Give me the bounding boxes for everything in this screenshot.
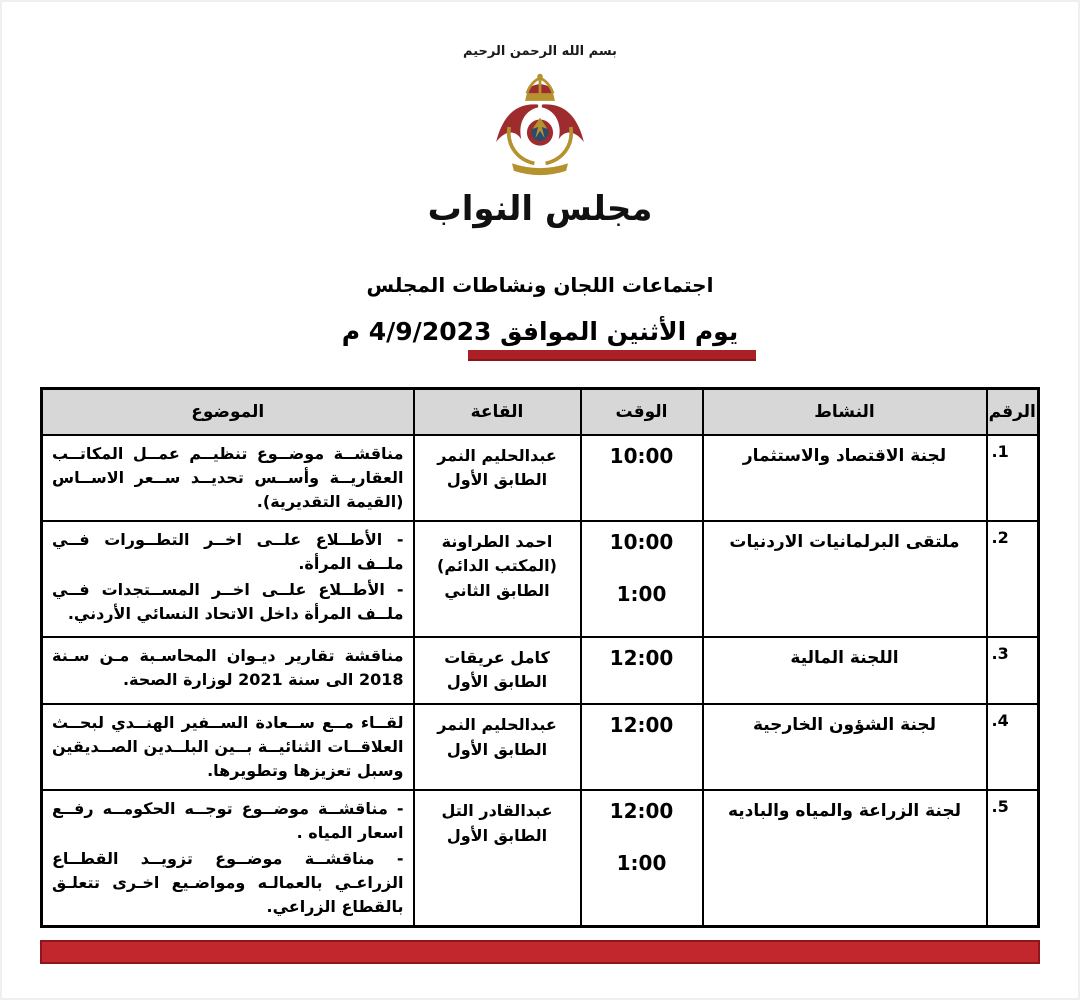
subject-cell xyxy=(42,637,414,705)
hall-line: الطابق الأول xyxy=(446,470,548,490)
date-heading: يوم الأثنين الموافق 4/9/2023 م xyxy=(341,317,739,346)
hall-cell xyxy=(414,435,581,521)
table-row xyxy=(42,521,1039,637)
emblem-container xyxy=(0,71,1080,229)
time-value: 12:00 xyxy=(609,799,674,824)
activity-cell: لجنة الاقتصاد والاستثمار xyxy=(703,435,987,521)
subject-cell xyxy=(42,435,414,521)
column-header-hall: القاعة xyxy=(414,389,581,435)
row-number: .2 xyxy=(991,527,1009,547)
subject-cell xyxy=(42,704,414,790)
time-value: 12:00 xyxy=(609,645,674,670)
jordan-coat-of-arms-icon xyxy=(484,71,596,183)
subject-paragraph: مناقشة تقارير ديـوان المحاسـبة مـن سـنة 2018 الى سنة 2021 لوزارة الصحة. xyxy=(52,645,404,689)
date-underline-bar xyxy=(468,350,756,361)
schedule-table xyxy=(40,387,1040,928)
time-cell xyxy=(581,521,703,637)
parliament-calligraphy-title: مجلس النواب xyxy=(427,189,653,229)
hall-cell xyxy=(414,521,581,637)
subject-cell xyxy=(42,521,414,637)
bismillah-text: بسم الله الرحمن الرحيم xyxy=(463,44,617,59)
time-cell xyxy=(581,435,703,521)
row-number: .5 xyxy=(991,797,1009,817)
row-number-cell xyxy=(987,704,1039,790)
activity-cell: اللجنة المالية xyxy=(703,637,987,705)
activity-cell: ملتقى البرلمانيات الاردنيات xyxy=(703,521,987,637)
table-row xyxy=(42,704,1039,790)
table-row xyxy=(42,637,1039,705)
subject-paragraph: - الأطــلاع علــى اخــر التطــورات فــي ملــف المرأة. xyxy=(52,529,404,573)
column-header-time: الوقت xyxy=(581,389,703,435)
time-cell xyxy=(581,637,703,705)
row-number: .3 xyxy=(991,643,1009,663)
schedule-table-header xyxy=(42,389,1039,435)
hall-line: عبدالحليم النمر xyxy=(437,445,557,465)
hall-line: الطابق الأول xyxy=(446,672,548,692)
activity-cell: لجنة الزراعة والمياه والباديه xyxy=(703,790,987,927)
row-number-cell xyxy=(987,637,1039,705)
row-number: .1 xyxy=(991,441,1009,461)
schedule-table-body xyxy=(42,435,1039,927)
column-header-subject: الموضوع xyxy=(42,389,414,435)
hall-cell xyxy=(414,637,581,705)
row-number-cell xyxy=(987,790,1039,927)
subject-paragraph: مناقشــة موضــوع تنظيــم عمــل المكاتــب العقاريــة وأســس تحديــد ســعر الاســاس (القيمة التقديرية). xyxy=(52,443,404,511)
subject-cell xyxy=(42,790,414,927)
subject-paragraph: - مناقشــة موضــوع تزويــد القطــاع الزراعـي بالعمالـه ومواضـيع اخـرى تتعلـق بالقطاع الزراعي. xyxy=(52,849,404,917)
activity-cell: لجنة الشؤون الخارجية xyxy=(703,704,987,790)
time-cell xyxy=(581,790,703,927)
hall-line: كامل عريقات xyxy=(444,647,550,667)
table-row xyxy=(42,790,1039,927)
hall-line: احمد الطراونة xyxy=(441,531,553,551)
hall-cell xyxy=(414,790,581,927)
row-number-cell xyxy=(987,435,1039,521)
footer-red-bar xyxy=(40,940,1040,964)
time-value: 10:00 xyxy=(609,443,674,468)
time-value: 1:00 xyxy=(616,581,667,606)
column-header-number: الرقم xyxy=(987,389,1039,435)
subject-paragraph: - مناقشــة موضــوع توجــه الحكومــه رفــع اسعار المياه . xyxy=(52,799,404,843)
hall-line: الطابق الأول xyxy=(446,739,548,759)
hall-line: (المكتب الدائم) xyxy=(437,556,557,576)
hall-line: عبدالقادر التل xyxy=(441,801,553,821)
time-value: 10:00 xyxy=(609,529,674,554)
row-number: .4 xyxy=(991,711,1009,731)
subject-paragraph: لقــاء مــع ســعادة الســفير الهنــدي لبحــث العلاقــات الثنائيــة بــين البلــدين الصــديقين وسبل تعزيزها وتطويرها. xyxy=(52,713,404,781)
header-row xyxy=(42,389,1039,435)
subject-paragraph: - الأطــلاع علــى اخــر المســتجدات فــي ملــف المرأة داخل الاتحاد النسائي الأردني. xyxy=(52,579,404,623)
table-row xyxy=(42,435,1039,521)
hall-line: الطابق الأول xyxy=(446,825,548,845)
page-title: اجتماعات اللجان ونشاطات المجلس xyxy=(366,273,714,297)
column-header-activity: النشاط xyxy=(703,389,987,435)
hall-line: الطابق الثاني xyxy=(444,581,550,601)
row-number-cell xyxy=(987,521,1039,637)
hall-cell xyxy=(414,704,581,790)
time-cell xyxy=(581,704,703,790)
hall-line: عبدالحليم النمر xyxy=(437,715,557,735)
time-value: 1:00 xyxy=(616,851,667,876)
time-value: 12:00 xyxy=(609,713,674,738)
